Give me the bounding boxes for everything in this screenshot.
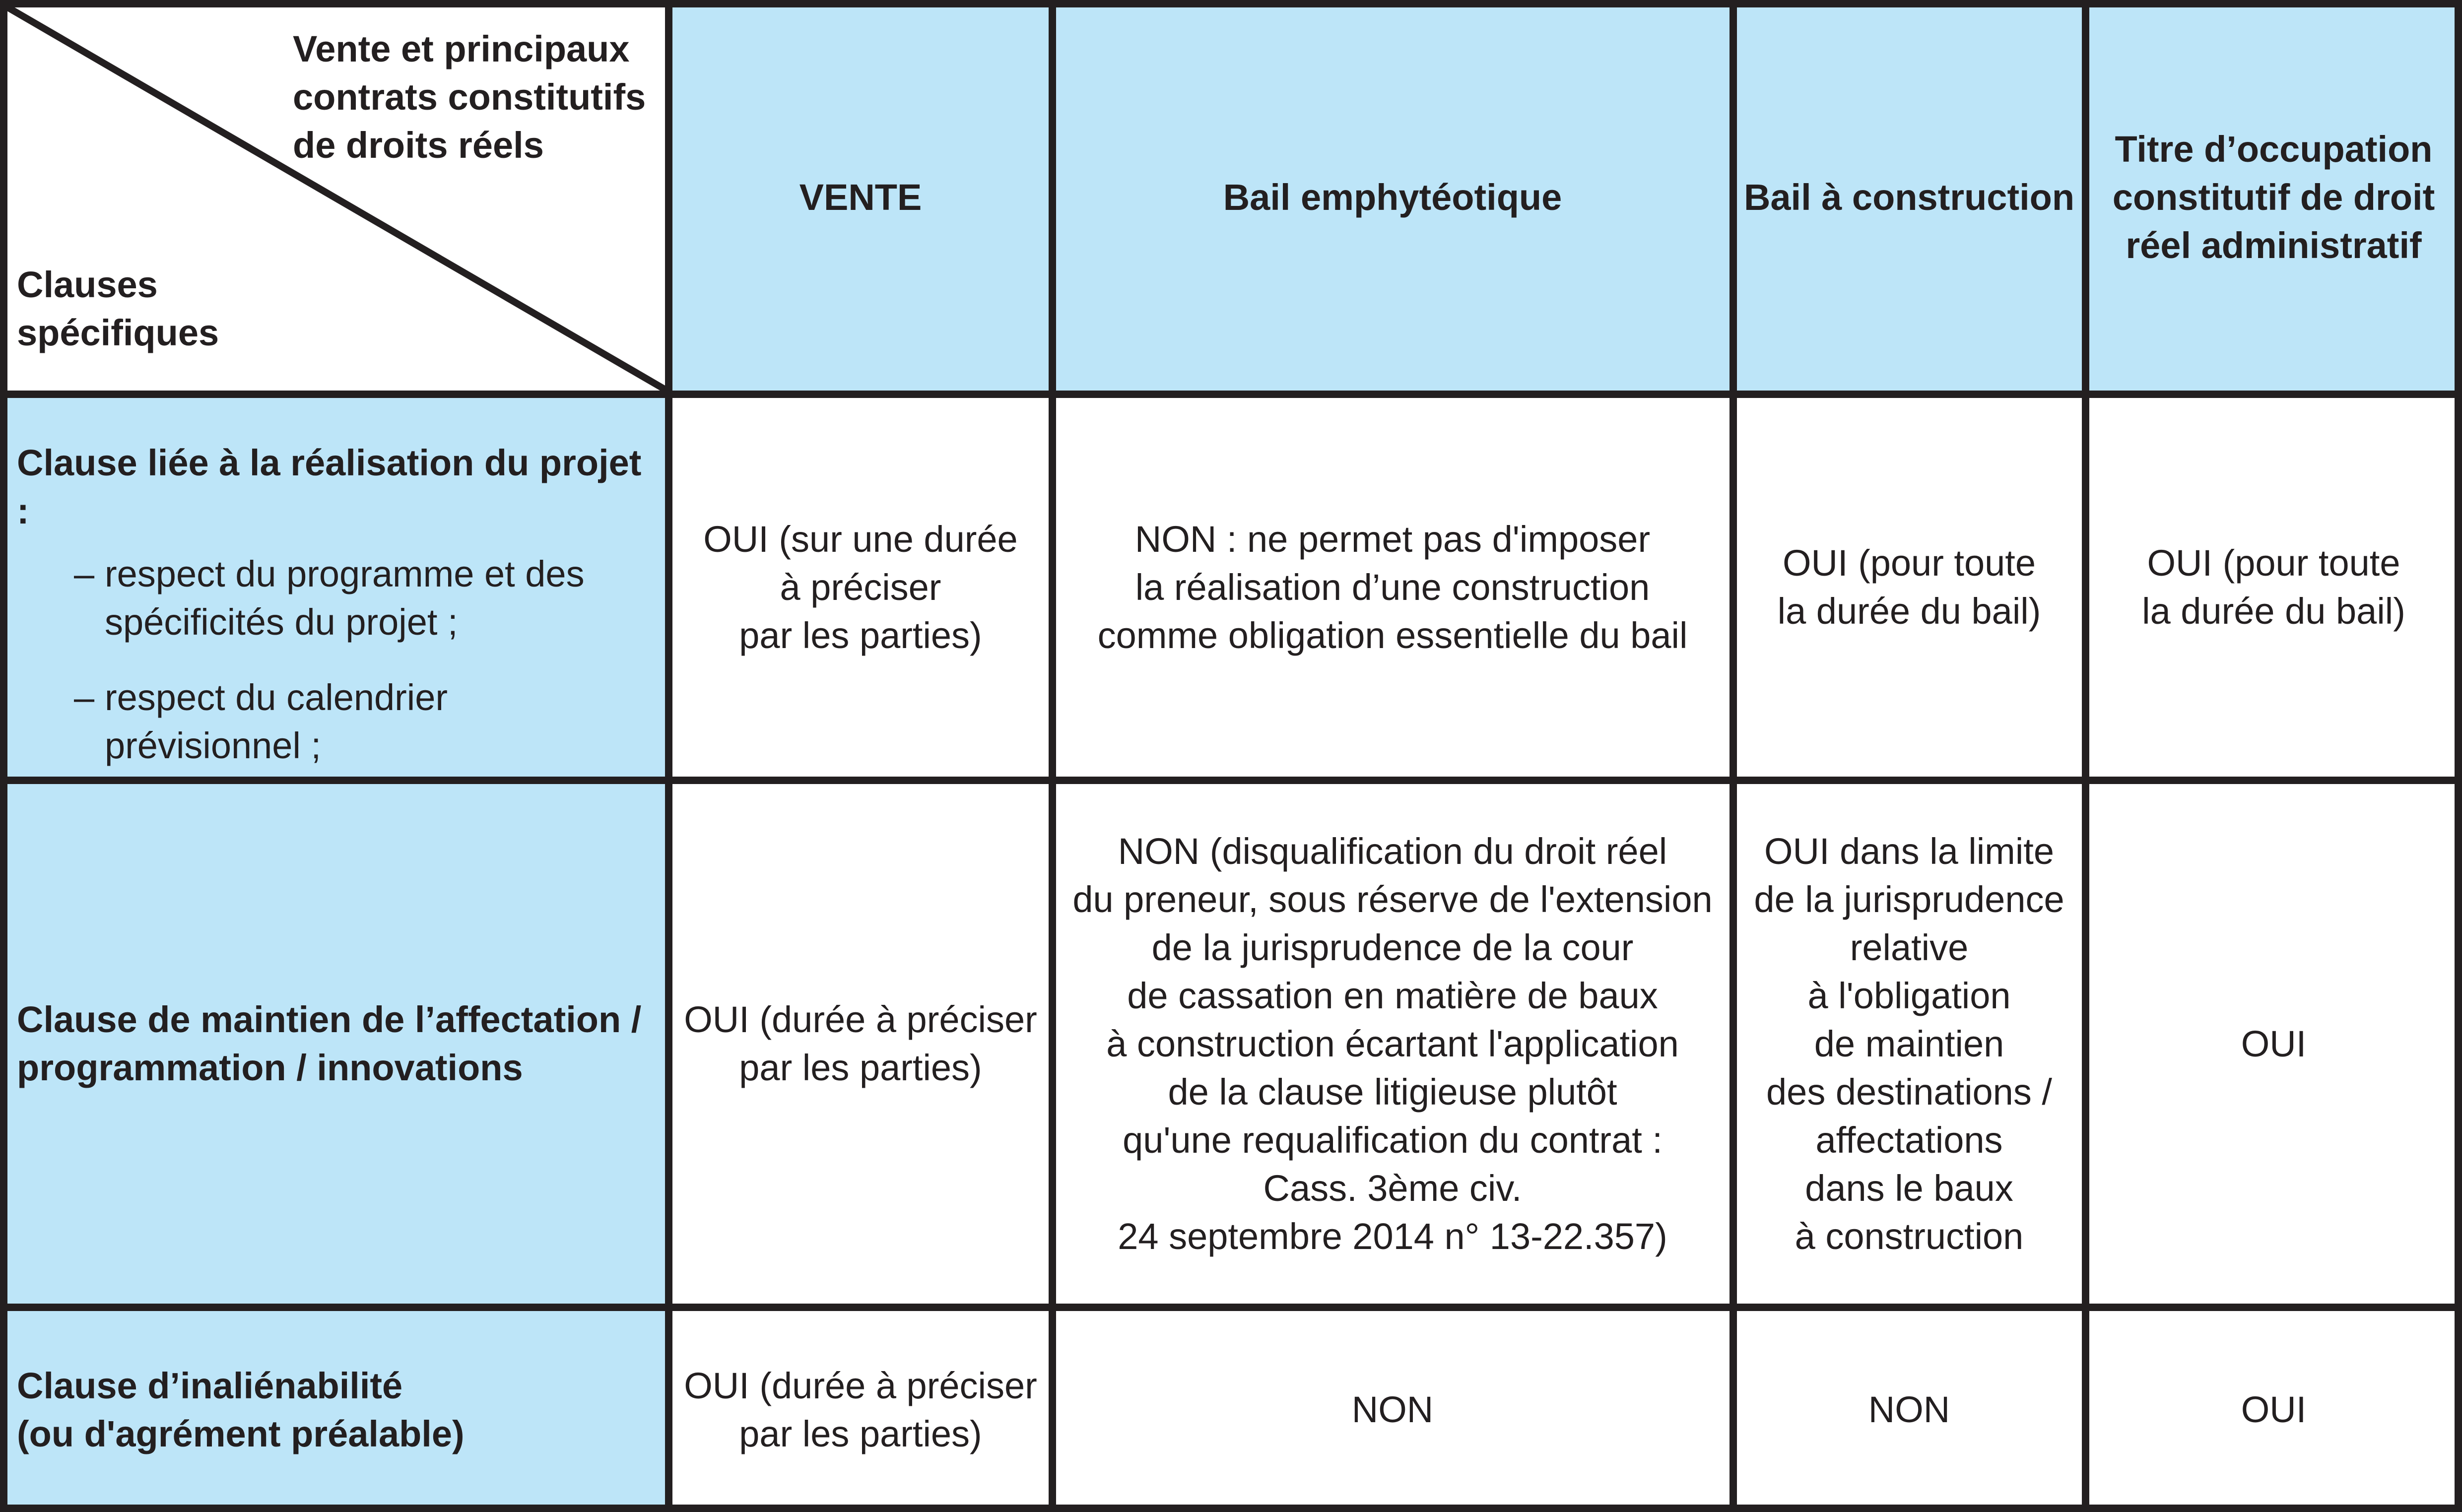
table-cell: OUI (sur une durée à préciser par les parties) (669, 394, 1052, 780)
grid-line (665, 0, 672, 1512)
table-cell: NON (disqualification du droit réel du preneur, sous réserve de l'extension de la jurisprudence de la cour de cassation en matière de baux à construction écartant l'application de la clause litigieuse plutôt qu'une requalification du contrat : Cass. 3ème civ. 24 septembre 2014 n° 13-22.357) (1052, 780, 1733, 1307)
row-header-maintien-affectation: Clause de maintien de l’affectation / programmation / innovations (0, 780, 669, 1307)
table-cell: OUI (pour toute la durée du bail) (2085, 394, 2462, 780)
corner-column-label: Vente et principaux contrats constitutifs de droits réels (293, 28, 646, 166)
grid-line (0, 777, 2462, 784)
grid-line (1730, 0, 1737, 1512)
table-cell: NON (1052, 1307, 1733, 1512)
table-cell: OUI dans la limite de la jurisprudence relative à l'obligation de maintien des destinations / affectations dans le baux à construction (1733, 780, 2085, 1307)
table-cell: OUI (2085, 1307, 2462, 1512)
row-header-realisation-projet (0, 394, 669, 780)
bullet-dash: – (74, 553, 95, 594)
bullet-dash: – (74, 677, 95, 718)
corner-row-label: Clauses spécifiques (17, 264, 219, 353)
list-item (74, 550, 659, 646)
grid-line (0, 1505, 2462, 1512)
grid-line (1049, 0, 1056, 1512)
bullet-text: respect du calendrier prévisionnel ; (105, 677, 448, 766)
grid-line (2082, 0, 2089, 1512)
column-header-bail-a-construction: Bail à construction (1733, 0, 2085, 394)
list-item (74, 673, 659, 770)
grid-line (2455, 0, 2462, 1512)
grid-line (0, 0, 7, 1512)
bullet-text: respect du programme et des spécificités du projet ; (105, 553, 585, 643)
grid-line (0, 391, 2462, 398)
grid-line (0, 1304, 2462, 1311)
grid-line (0, 0, 2462, 7)
row-header-title: Clause liée à la réalisation du projet : (17, 442, 642, 531)
table-cell: OUI (2085, 780, 2462, 1307)
table-cell: NON : ne permet pas d'imposer la réalisation d’une construction comme obligation essentielle du bail (1052, 394, 1733, 780)
column-header-titre-occupation: Titre d’occupation constitutif de droit réel administratif (2085, 0, 2462, 394)
column-header-bail-emphyteotique: Bail emphytéotique (1052, 0, 1733, 394)
column-header-vente: VENTE (669, 0, 1052, 394)
table-cell: OUI (pour toute la durée du bail) (1733, 394, 2085, 780)
table-cell: NON (1733, 1307, 2085, 1512)
table-cell: OUI (durée à préciser par les parties) (669, 1307, 1052, 1512)
row-header-inalienabilite: Clause d’inaliénabilité (ou d'agrément préalable) (0, 1307, 669, 1512)
table-cell: OUI (durée à préciser par les parties) (669, 780, 1052, 1307)
